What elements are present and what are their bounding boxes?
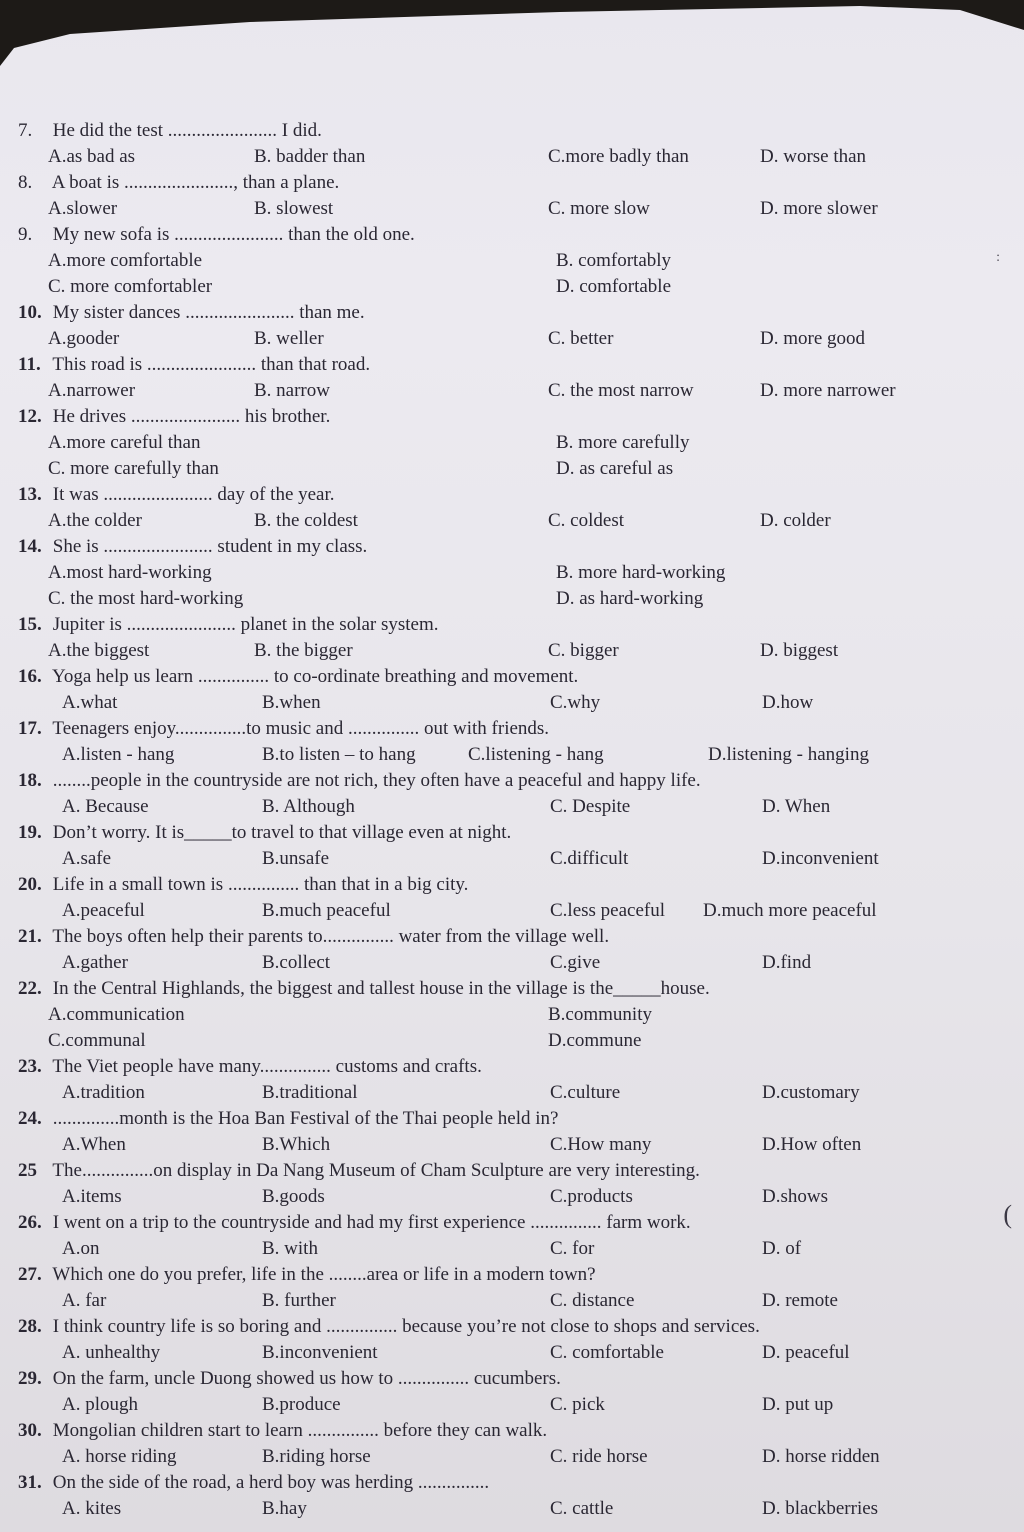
question-stem	[0, 976, 1024, 1002]
question-13	[0, 482, 1024, 534]
question-text: The...............on display in Da Nang Museum of Cham Sculpture are very interesting.	[52, 1160, 700, 1181]
option-c: C. ride horse	[550, 1446, 648, 1467]
option-d: D. worse than	[760, 146, 867, 167]
question-22	[0, 976, 1024, 1054]
option-c: C. comfortable	[550, 1342, 664, 1363]
question-18	[0, 768, 1024, 820]
options-row	[0, 1132, 1024, 1158]
question-text: Don’t worry. It is_____to travel to that village even at night.	[52, 822, 512, 843]
options-row	[0, 196, 1024, 222]
option-a: A.When	[62, 1134, 126, 1155]
question-20	[0, 872, 1024, 924]
options-row	[0, 560, 1024, 586]
question-text: Jupiter is ....................... planet in the solar system.	[52, 614, 439, 635]
question-28	[0, 1314, 1024, 1366]
options-row	[0, 1236, 1024, 1262]
option-d: D.how	[762, 692, 814, 713]
options-row	[0, 248, 1024, 274]
option-a: A.safe	[62, 848, 112, 869]
option-c: C. cattle	[550, 1498, 614, 1519]
question-text: I think country life is so boring and ............... because you’re not close to shops and services.	[52, 1316, 760, 1337]
option-a: A.listen - hang	[62, 744, 175, 765]
question-26	[0, 1210, 1024, 1262]
option-a: A.more comfortable	[48, 250, 203, 271]
question-stem	[0, 820, 1024, 846]
option-c: C.communal	[48, 1030, 146, 1051]
question-stem	[0, 1314, 1024, 1340]
question-number: 29.	[18, 1368, 42, 1389]
question-number: 7.	[18, 120, 33, 141]
question-text: Life in a small town is ............... than that in a big city.	[52, 874, 469, 895]
question-stem	[0, 222, 1024, 248]
question-15	[0, 612, 1024, 664]
option-b: B.Which	[262, 1134, 331, 1155]
option-a: A.the colder	[48, 510, 142, 531]
option-b: B. weller	[254, 328, 324, 349]
option-b: B. more carefully	[556, 432, 690, 453]
option-d: D. biggest	[760, 640, 839, 661]
question-25	[0, 1158, 1024, 1210]
options-row	[0, 898, 1024, 924]
option-d: D. of	[762, 1238, 802, 1259]
question-text: Yoga help us learn ............... to co-ordinate breathing and movement.	[52, 666, 579, 687]
option-b: B. with	[262, 1238, 318, 1259]
question-number: 17.	[18, 718, 42, 739]
option-a: A.gather	[62, 952, 128, 973]
question-17	[0, 716, 1024, 768]
question-number: 14.	[18, 536, 42, 557]
question-number: 8.	[18, 172, 33, 193]
option-c: C. pick	[550, 1394, 605, 1415]
option-c: C.give	[550, 952, 601, 973]
question-text: The boys often help their parents to............... water from the village well.	[52, 926, 610, 947]
options-row	[0, 1496, 1024, 1522]
options-row	[0, 378, 1024, 404]
option-a: A.more careful than	[48, 432, 201, 453]
question-30	[0, 1418, 1024, 1470]
question-7	[0, 118, 1024, 170]
option-c: C. the most narrow	[548, 380, 694, 401]
options-row	[0, 638, 1024, 664]
option-c: C. more carefully than	[48, 458, 219, 479]
option-b: B.riding horse	[262, 1446, 371, 1467]
question-stem	[0, 1054, 1024, 1080]
question-stem	[0, 1106, 1024, 1132]
question-number: 9.	[18, 224, 33, 245]
question-stem	[0, 534, 1024, 560]
question-text: I went on a trip to the countryside and had my first experience ............... farm work.	[52, 1212, 691, 1233]
option-d: D. put up	[762, 1394, 834, 1415]
option-d: D.commune	[548, 1030, 642, 1051]
option-a: A.tradition	[62, 1082, 145, 1103]
option-b: B.to listen – to hang	[262, 744, 416, 765]
option-a: A.slower	[48, 198, 118, 219]
option-b: B.hay	[262, 1498, 307, 1519]
option-b: B. the coldest	[254, 510, 358, 531]
question-text: It was ....................... day of the year.	[52, 484, 335, 505]
option-d: D. horse ridden	[762, 1446, 880, 1467]
option-c: C.less peaceful	[550, 900, 666, 921]
option-a: A. unhealthy	[62, 1342, 161, 1363]
question-text: My new sofa is ....................... than the old one.	[52, 224, 415, 245]
option-a: A.items	[62, 1186, 122, 1207]
question-number: 24.	[18, 1108, 42, 1129]
option-a: A. Because	[62, 796, 149, 817]
question-stem	[0, 352, 1024, 378]
option-a: A.what	[62, 692, 118, 713]
option-c: C. better	[548, 328, 614, 349]
question-stem	[0, 482, 1024, 508]
option-b: B. narrow	[254, 380, 330, 401]
option-d: D. more slower	[760, 198, 878, 219]
options-row	[0, 1288, 1024, 1314]
option-c: C. the most hard-working	[48, 588, 244, 609]
option-b: B.collect	[262, 952, 331, 973]
question-number: 23.	[18, 1056, 42, 1077]
options-row	[0, 326, 1024, 352]
question-stem	[0, 664, 1024, 690]
option-b: B. badder than	[254, 146, 366, 167]
question-text: She is ....................... student in my class.	[52, 536, 368, 557]
option-b: B.when	[262, 692, 321, 713]
options-row	[0, 274, 1024, 300]
question-text: ..............month is the Hoa Ban Festival of the Thai people held in?	[52, 1108, 559, 1129]
option-d: D. When	[762, 796, 831, 817]
question-number: 10.	[18, 302, 42, 323]
option-b: B.community	[548, 1004, 652, 1025]
question-stem	[0, 924, 1024, 950]
option-d: D. more good	[760, 328, 866, 349]
question-29	[0, 1366, 1024, 1418]
option-a: A. plough	[62, 1394, 138, 1415]
options-row	[0, 742, 1024, 768]
question-text: He did the test ....................... I did.	[52, 120, 322, 141]
option-d: D.shows	[762, 1186, 828, 1207]
page-corner-shadow	[0, 0, 1024, 80]
option-c: C.How many	[550, 1134, 652, 1155]
option-d: D. as careful as	[556, 458, 674, 479]
question-stem	[0, 1210, 1024, 1236]
question-stem	[0, 1366, 1024, 1392]
option-c: C. more comfortabler	[48, 276, 213, 297]
option-b: B. further	[262, 1290, 336, 1311]
option-d: D. peaceful	[762, 1342, 850, 1363]
question-number: 21.	[18, 926, 42, 947]
option-b: B.unsafe	[262, 848, 330, 869]
question-12	[0, 404, 1024, 482]
option-d: D.How often	[762, 1134, 862, 1155]
question-number: 27.	[18, 1264, 42, 1285]
options-row	[0, 1444, 1024, 1470]
question-23	[0, 1054, 1024, 1106]
question-stem	[0, 612, 1024, 638]
question-text: On the side of the road, a herd boy was herding ...............	[52, 1472, 490, 1493]
option-d: D. blackberries	[762, 1498, 879, 1519]
option-d: D.inconvenient	[762, 848, 879, 869]
option-d: D.find	[762, 952, 812, 973]
question-number: 11.	[18, 354, 41, 375]
question-number: 26.	[18, 1212, 42, 1233]
question-number: 31.	[18, 1472, 42, 1493]
option-c: C. for	[550, 1238, 595, 1259]
option-a: A.narrower	[48, 380, 136, 401]
question-19	[0, 820, 1024, 872]
option-c: C.culture	[550, 1082, 621, 1103]
options-row	[0, 586, 1024, 612]
option-d: D. comfortable	[556, 276, 672, 297]
question-stem	[0, 716, 1024, 742]
option-b: B. slowest	[254, 198, 334, 219]
options-row	[0, 950, 1024, 976]
question-number: 30.	[18, 1420, 42, 1441]
question-11	[0, 352, 1024, 404]
option-c: C. distance	[550, 1290, 635, 1311]
option-a: A. kites	[62, 1498, 122, 1519]
question-number: 16.	[18, 666, 42, 687]
option-d: D.customary	[762, 1082, 860, 1103]
question-text: Which one do you prefer, life in the ........area or life in a modern town?	[52, 1264, 596, 1285]
option-a: A.on	[62, 1238, 100, 1259]
question-31	[0, 1470, 1024, 1522]
options-row	[0, 794, 1024, 820]
question-number: 20.	[18, 874, 42, 895]
option-b: B.traditional	[262, 1082, 358, 1103]
option-c: C. Despite	[550, 796, 631, 817]
option-d: D. remote	[762, 1290, 838, 1311]
question-stem	[0, 118, 1024, 144]
question-stem	[0, 872, 1024, 898]
option-a: A.most hard-working	[48, 562, 212, 583]
question-stem	[0, 1418, 1024, 1444]
options-row	[0, 1184, 1024, 1210]
question-stem	[0, 1262, 1024, 1288]
question-stem	[0, 404, 1024, 430]
question-text: He drives ....................... his brother.	[52, 406, 331, 427]
question-text: On the farm, uncle Duong showed us how to ............... cucumbers.	[52, 1368, 561, 1389]
question-8	[0, 170, 1024, 222]
question-9	[0, 222, 1024, 300]
option-c: C. coldest	[548, 510, 624, 531]
question-21	[0, 924, 1024, 976]
option-b: B.inconvenient	[262, 1342, 378, 1363]
option-c: C.products	[550, 1186, 633, 1207]
options-row	[0, 430, 1024, 456]
option-c: C.difficult	[550, 848, 629, 869]
option-d: D.much more peaceful	[703, 900, 877, 921]
options-row	[0, 1080, 1024, 1106]
margin-dot-mark: :	[996, 250, 1000, 265]
question-list	[0, 118, 1024, 1522]
question-number: 28.	[18, 1316, 42, 1337]
question-number: 22.	[18, 978, 42, 999]
margin-bracket-mark: (	[1003, 1200, 1012, 1229]
question-text: This road is ....................... than that road.	[52, 354, 371, 375]
question-27	[0, 1262, 1024, 1314]
question-text: My sister dances ....................... than me.	[52, 302, 365, 323]
option-a: A. far	[62, 1290, 107, 1311]
options-row	[0, 690, 1024, 716]
option-c: C.why	[550, 692, 601, 713]
options-row	[0, 1392, 1024, 1418]
options-row	[0, 456, 1024, 482]
question-text: ........people in the countryside are not rich, they often have a peaceful and happy life.	[52, 770, 701, 791]
option-d: D. more narrower	[760, 380, 896, 401]
question-text: In the Central Highlands, the biggest and tallest house in the village is the_____house.	[52, 978, 710, 999]
option-b: B.much peaceful	[262, 900, 391, 921]
question-text: The Viet people have many............... customs and crafts.	[52, 1056, 482, 1077]
question-number: 12.	[18, 406, 42, 427]
options-row	[0, 1002, 1024, 1028]
option-d: D. as hard-working	[556, 588, 704, 609]
option-c: C.more badly than	[548, 146, 689, 167]
option-a: A.the biggest	[48, 640, 150, 661]
option-b: B. the bigger	[254, 640, 353, 661]
question-number: 13.	[18, 484, 42, 505]
option-c: C. bigger	[548, 640, 619, 661]
option-b: B.goods	[262, 1186, 325, 1207]
question-stem	[0, 170, 1024, 196]
option-a: A.as bad as	[48, 146, 136, 167]
question-text: Teenagers enjoy...............to music and ............... out with friends.	[52, 718, 550, 739]
question-16	[0, 664, 1024, 716]
question-24	[0, 1106, 1024, 1158]
question-number: 19.	[18, 822, 42, 843]
question-stem	[0, 768, 1024, 794]
question-stem	[0, 1158, 1024, 1184]
option-a: A.communication	[48, 1004, 185, 1025]
option-b: B. comfortably	[556, 250, 672, 271]
option-a: A.gooder	[48, 328, 120, 349]
option-b: B.produce	[262, 1394, 341, 1415]
option-b: B. more hard-working	[556, 562, 726, 583]
question-text: A boat is ......................., than a plane.	[51, 172, 340, 193]
question-number: 25	[18, 1160, 37, 1181]
options-row	[0, 144, 1024, 170]
option-c: C. more slow	[548, 198, 650, 219]
option-d: D. colder	[760, 510, 831, 531]
option-b: B. Although	[262, 796, 355, 817]
options-row	[0, 508, 1024, 534]
question-number: 15.	[18, 614, 42, 635]
question-stem	[0, 300, 1024, 326]
option-a: A. horse riding	[62, 1446, 177, 1467]
question-number: 18.	[18, 770, 42, 791]
option-a: A.peaceful	[62, 900, 145, 921]
question-10	[0, 300, 1024, 352]
options-row	[0, 846, 1024, 872]
question-stem	[0, 1470, 1024, 1496]
question-text: Mongolian children start to learn ............... before they can walk.	[52, 1420, 548, 1441]
option-d: D.listening - hanging	[708, 744, 869, 765]
option-c: C.listening - hang	[468, 744, 604, 765]
options-row	[0, 1340, 1024, 1366]
options-row	[0, 1028, 1024, 1054]
question-14	[0, 534, 1024, 612]
